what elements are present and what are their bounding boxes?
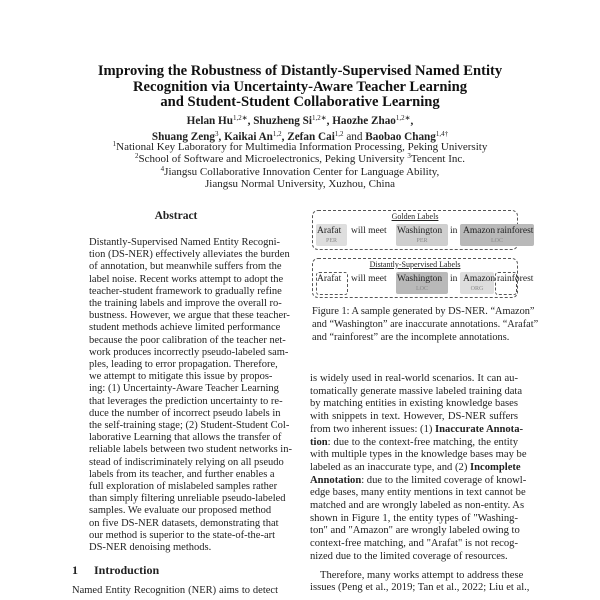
token: Amazon [463,226,496,236]
token: Washington [397,274,443,284]
bold-term: Annotation [310,474,362,486]
text-line [310,423,524,437]
author-list: Helan $Hu^{1,2∗}$, Shuzheng $Si^{1,2∗}$, Haozhe Zhao$^{1,2∗}$, Shuang Zeng$^3$, Kaikai An$^{1,2}$, Zefan Cai$^{1,2}$ and Baobao Chang$^{1,4\dagger}$ [151,114,449,143]
text-line: student methods achieve limited performance [89,322,281,334]
token: Arafat [317,274,342,284]
entity-tag: LOC [416,286,428,292]
affiliations [0,141,600,191]
title-line: Improving the Robustness of Distantly-Supervised Named Entity [97,63,503,79]
author: Shuang Zeng [151,131,215,143]
author-affil: 1,2 [334,130,344,138]
text-line: bustness. However, we argue that these teacher- [89,310,290,322]
figure-1 [312,210,534,300]
text-line: teacher-student framework to gradually refine [89,285,282,297]
text-line: context-free matching, and "Arafat" is not recog- [310,538,518,550]
token: Washington [397,226,443,236]
text-line: reliable labels between two student networks in- [89,444,292,456]
text-line: full exploration of mislabeled samples rather [89,481,278,493]
text: : due to the context-free matching, the entity [327,436,518,448]
title-line: and Student-Student Collaborative Learning [160,94,440,111]
bold-term: Inaccurate Annota- [435,423,524,435]
text-line: matched and are wrongly labeled as non-entity. As [310,500,525,512]
title-line: Recognition via Uncertainty-Aware Teacher Learning [132,78,467,95]
author-affil: 1,2 [272,130,282,138]
text-line: because the poor calibration of the teacher net- [89,334,286,346]
text-line: stead of indiscriminately relying on all pseudo [89,456,284,468]
affiliation: Jiangsu Collaborative Innovation Center for Language Ability, [164,165,440,178]
affiliation: School of Software and Microelectronics, Peking University [138,153,408,166]
text-line: the training labels and improve the overall ro- [89,298,282,310]
token: will meet [351,274,387,284]
text: from two inherent issues: (1) [310,423,436,435]
paper-title [0,64,600,111]
figure-caption [312,306,539,344]
token: Arafat [317,226,342,236]
text-line: by matching entities in existing knowledge bases [310,398,518,410]
abstract-heading: Abstract [154,210,198,222]
author-affil: 1,2∗ [395,114,411,122]
section-title: Introduction [94,563,160,577]
text-line: edge bases, many entity mentions in text cannot be [310,487,526,499]
text-line: of annotation, but meanwhile suffers from the [89,261,282,273]
right-column-text [310,373,530,595]
token: rainforest [497,226,534,236]
text-line: labels from its teacher, and further enables a [89,468,275,480]
text-line: DS-NER denoising methods. [89,542,212,554]
text-line: ton" and "Amazon" are wrongly labeled owing to [310,525,520,537]
text-line: issues (Peng et al., 2019; Tan et al., 2022; Liu et al., [310,582,530,594]
affil-num: 1 [112,140,117,148]
text-line: that leverages the prediction uncertainty to re- [89,395,283,407]
text-line: nized due to the limited coverage of resources. [310,550,508,562]
text: : due to the limited coverage of knowl- [361,474,527,486]
section-heading [72,563,159,578]
token: in [450,226,458,236]
author-affil: 1,4† [435,130,449,138]
caption-line: and “rainforest” are the incomplete annotations. [312,331,510,343]
token: rainforest [497,274,534,284]
token: will meet [351,226,387,236]
and-text: and [346,131,363,143]
entity-tag: LOC [491,238,503,244]
affil-num: 3 [407,152,411,161]
affiliation: Tencent Inc. [410,153,466,166]
affiliation: National Key Laboratory for Multimedia Information Processing, Peking University [116,141,488,153]
text: labeled as an inaccurate type, and (2) [310,461,471,473]
text-line: tion (DS-NER) effectively alleviates the burden [89,249,290,261]
text-line: than simply filtering unreliable pseudo-labeled [89,493,286,505]
text-line [310,474,527,488]
entity-tag: PER [325,238,337,244]
author: Helan Hu [186,115,233,127]
entity-tag: ORG [470,286,484,292]
text-line: label noise. Recent works attempt to adopt the [89,273,284,285]
text-line: samples. We evaluate our proposed method [89,505,272,517]
text-line [310,461,521,475]
bold-term: Incomplete [470,461,521,473]
ds-labels-title: Distantly-Supervised Labels [369,260,461,269]
author: Shuzheng Si [253,115,312,127]
text-line: ing: (1) Uncertainty-Aware Teacher Learning [89,383,279,395]
text-line: duce the number of incorrect pseudo labels in [89,407,281,419]
author: Zefan Cai [287,131,335,143]
affil-num: 2 [134,152,139,161]
golden-labels-box [312,210,534,250]
ds-labels-box [312,258,534,298]
text-line: is widely used in real-world scenarios. It can au- [310,373,518,384]
text-line: ples, leading to error propagation. Therefore, [89,359,278,371]
text-line: shown in Figure 1, the entity types of "Washing- [310,512,518,524]
text-line: Therefore, many works attempt to address these [320,569,524,581]
entity-tag: PER [416,238,428,244]
author: Kaikai An [224,131,273,143]
text-line: on five DS-NER datasets, demonstrating that [89,517,279,529]
affil-num: 4 [160,164,165,173]
author: Baobao Chang [365,131,436,143]
abstract-body [89,237,292,554]
caption-line: Figure 1: A sample generated by DS-NER. “Amazon” [312,306,535,317]
author-affil: 3 [215,130,219,138]
text-line [310,437,518,450]
section-number: 1 [72,563,78,577]
intro-paragraph [72,585,278,597]
text-line: tomatically generate massive labeled training data [310,385,523,397]
text-line: Named Entity Recognition (NER) aims to detect [72,585,278,596]
golden-labels-title: Golden Labels [391,212,439,221]
token: Amazon [463,274,496,284]
author-affil: 1,2∗ [232,114,248,122]
author: Haozhe Zhao [332,115,396,127]
text-line: work produces incorrectly pseudo-labeled sam- [89,346,289,358]
text-line: our method is superior to the state-of-the-art [89,529,276,541]
bold-term: tion [310,436,328,448]
caption-line: and “Washington” are inaccurate annotations. “Arafat” [312,318,539,330]
text-line: with multiple types in the knowledge bases may be [310,449,527,461]
text-line: Distantly-Supervised Named Entity Recogni- [89,237,281,248]
text-line: we attempt to mitigate this issue by propos- [89,371,273,383]
text-line: the self-training stage; (2) Student-Student Col- [89,420,290,432]
affiliation: Jiangsu Normal University, Xuzhou, China [205,178,395,191]
author-affil: 1,2∗ [311,114,327,122]
text-line: with snippets in text. However, DS-NER suffers [310,411,518,423]
text-line: laborative Learning that allows the transfer of [89,432,282,444]
token: in [450,274,458,284]
